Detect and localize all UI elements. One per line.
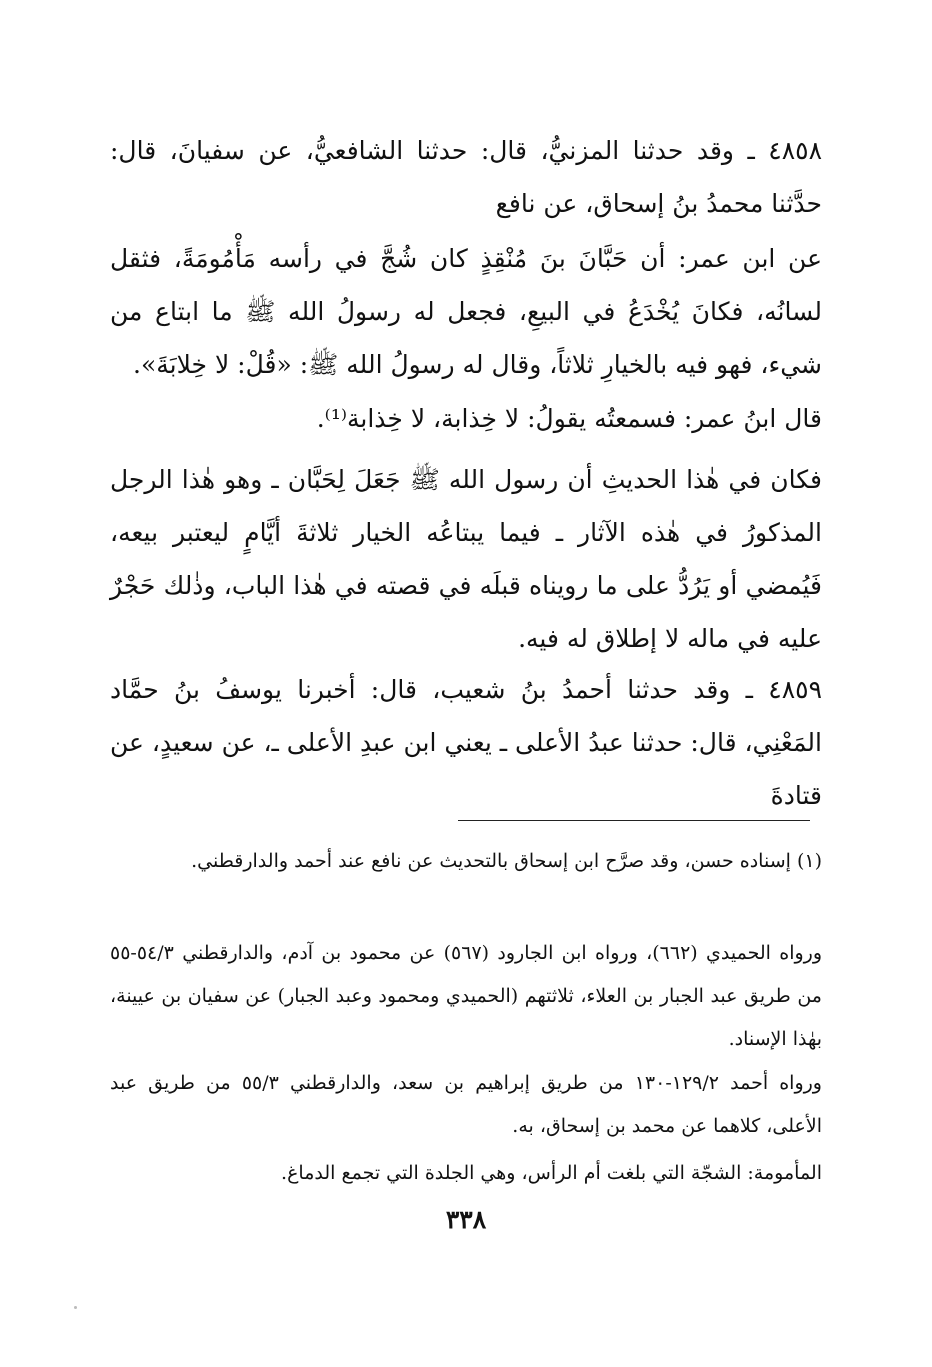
- footnote-3: ورواه أحمد ١٢٩/٢-١٣٠ من طريق إبراهيم بن سعد، والدارقطني ٥٥/٣ من طريق عبد الأعلى، كلاهما عن محمد بن إسحاق، به.: [110, 1072, 822, 1137]
- footnote-4: المأمومة: الشجّة التي بلغت أم الرأس، وهي الجلدة التي تجمع الدماغ.: [281, 1162, 822, 1184]
- hadith-4859-isnad: ٤٨٥٩ ـ وقد حدثنا أحمدُ بنُ شعيب، قال: أخبرنا يوسفُ بنُ حمَّاد المَعْنِي، قال: حدثنا عبدُ الأعلى ـ يعني ابن عبدِ الأعلى ـ، عن سعيدٍ، عن قتادةَ: [109, 675, 822, 810]
- footnote-separator: [458, 820, 810, 821]
- footnote-2: ورواه الحميدي (٦٦٢)، ورواه ابن الجارود (٥٦٧) عن محمود بن آدم، والدارقطني ٥٤/٣-٥٥ من طريق عبد الجبار بن العلاء، ثلاثتهم (الحميدي ومحمود وعبد الجبار) عن سفيان بن عيينة، بهٰذا الإسناد.: [110, 942, 822, 1050]
- ibn-umar-statement: قال ابنُ عمر: فسمعتُه يقولُ: لا خِذابة، لا خِذابة⁽¹⁾.: [316, 404, 822, 433]
- hadith-4858-matn: عن ابن عمر: أن حَبَّانَ بنَ مُنْقِذٍ كان شُجَّ في رأسه مَأْمُومَةً، فثقل لسانُه، فكانَ يُخْدَعُ في البيعِ، فجعل له رسولُ الله ﷺ ما ابتاع من شيء، فهو فيه بالخيارِ ثلاثاً، وقال له رسولُ الله ﷺ: «قُلْ: لا خِلابَةَ».: [110, 244, 822, 379]
- hadith-4858-isnad: ٤٨٥٨ ـ وقد حدثنا المزنيُّ، قال: حدثنا الشافعيُّ، عن سفيانَ، قال: حدَّثنا محمدُ بنُ إسحاق، عن نافع: [110, 136, 822, 218]
- footnote-1: (١) إسناده حسن، وقد صرَّح ابن إسحاق بالتحديث عن نافع عند أحمد والدارقطني.: [191, 850, 822, 872]
- author-commentary: فكان في هٰذا الحديثِ أن رسول الله ﷺ جَعَلَ لِحَبَّان ـ وهو هٰذا الرجل المذكورُ في هٰذه الآثار ـ فيما يبتاعُه الخيار ثلاثةَ أيَّامٍ ليعتبر بيعه، فَيُمضي أو يَرُدُّ على ما رويناه قبلَه في قصته في هٰذا الباب، وذٰلك حَجْرٌ عليه في ماله لا إطلاق له فيه.: [110, 465, 822, 653]
- page-number: ٣٣٨: [445, 1205, 487, 1234]
- scan-speck: [74, 1306, 77, 1309]
